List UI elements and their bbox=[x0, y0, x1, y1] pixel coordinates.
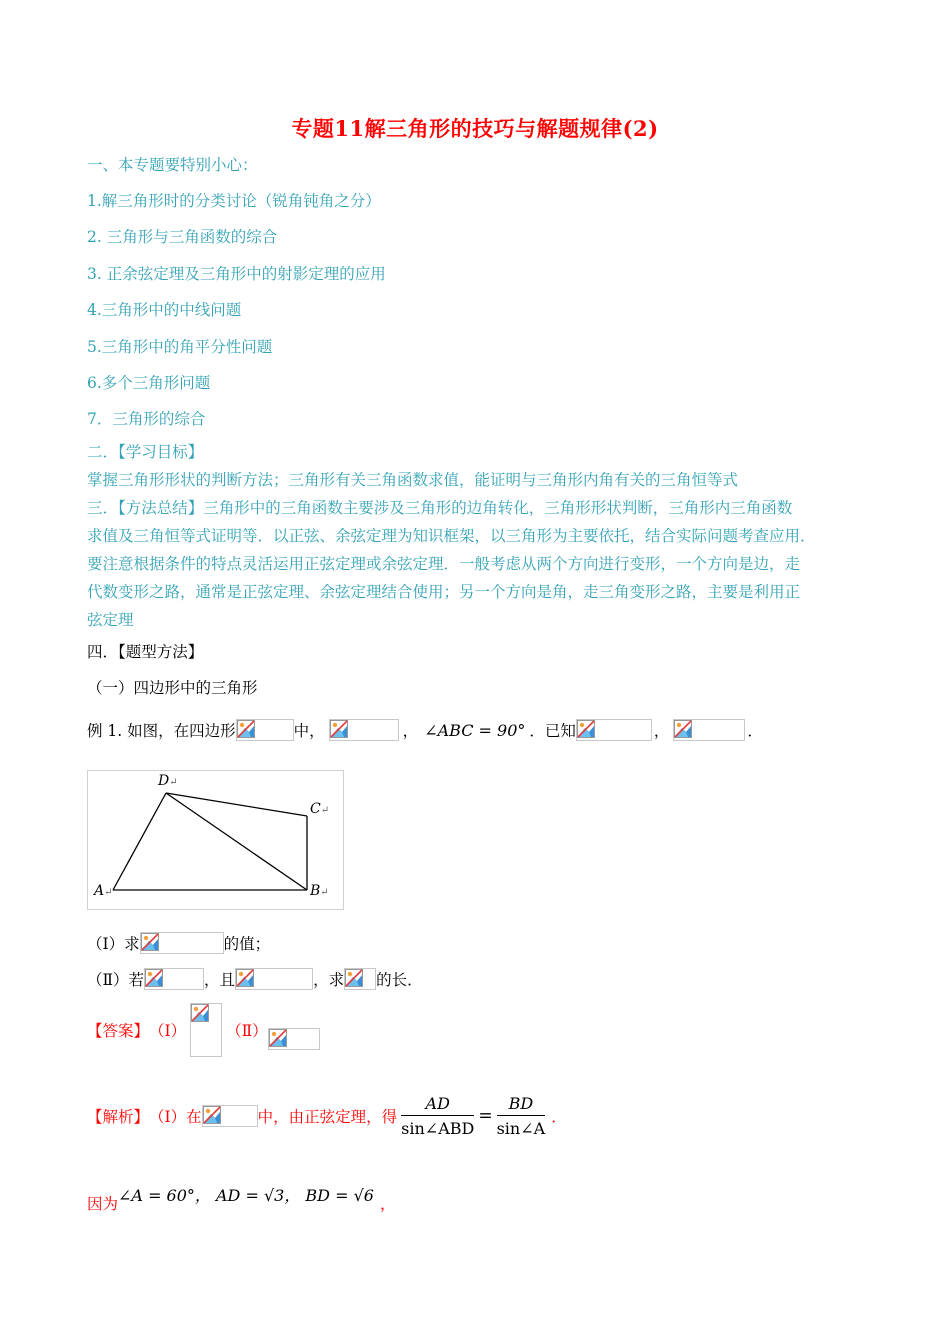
broken-image-icon bbox=[673, 719, 745, 741]
vertex-label-c: C↵ bbox=[310, 801, 330, 817]
section3-line: 求值及三角恒等式证明等．以正弦、余弦定理为知识框架，以三角形为主要依托，结合实际问题考查应用． bbox=[87, 527, 816, 545]
vertex-label-a: A↵ bbox=[94, 883, 113, 899]
q2-mid2: ，求 bbox=[313, 971, 345, 989]
section3-line: 要注意根据条件的特点灵活运用正弦定理或余弦定理．一般考虑从两个方向进行变形，一个方向是边，走 bbox=[87, 555, 801, 573]
because-expr: ∠A = 60°， AD = √3， BD = √6 bbox=[118, 1186, 374, 1205]
section2-text: 掌握三角形形状的判断方法；三角形有关三角函数求值，能证明与三角形内角有关的三角恒等式 bbox=[87, 471, 739, 489]
analysis-tag: 【解析】 bbox=[87, 1108, 150, 1126]
section2-heading: 二．【学习目标】 bbox=[87, 443, 204, 461]
list-item: 2. 三角形与三角函数的综合 bbox=[87, 228, 278, 246]
quadrilateral-svg bbox=[88, 771, 343, 909]
section4-heading: 四．【题型方法】 bbox=[87, 643, 204, 661]
broken-image-icon bbox=[190, 1003, 222, 1057]
q2-prefix: （Ⅱ）若 bbox=[87, 971, 145, 989]
analysis-part1: （Ⅰ）在 bbox=[149, 1108, 202, 1126]
list-item: 4.三角形中的中线问题 bbox=[87, 301, 242, 319]
equals-sign: = bbox=[478, 1106, 493, 1126]
q1-prefix: （Ⅰ）求 bbox=[87, 935, 140, 953]
angle-abc-expr: ∠ABC = 90° bbox=[424, 720, 526, 740]
section3-line: 弦定理 bbox=[87, 611, 134, 629]
fraction-ad-sin-abd: $\frac{AD}{\text{sin∠ABD}}$ bbox=[401, 1094, 475, 1138]
list-item: 6.多个三角形问题 bbox=[87, 374, 211, 392]
list-item: 7．三角形的综合 bbox=[87, 410, 206, 428]
because-line bbox=[87, 1180, 395, 1214]
answer-part2: （Ⅱ） bbox=[226, 1022, 268, 1040]
broken-image-icon bbox=[268, 1028, 320, 1050]
example1-known: ．已知 bbox=[529, 722, 576, 740]
q1-suffix: 的值； bbox=[223, 935, 271, 953]
broken-image-icon bbox=[576, 719, 652, 741]
section1-heading: 一、本专题要特别小心： bbox=[87, 156, 258, 174]
question-2 bbox=[87, 965, 423, 993]
analysis-mid: 中，由正弦定理，得 bbox=[257, 1108, 398, 1126]
broken-image-icon bbox=[236, 719, 294, 741]
example1-comma: ， bbox=[402, 722, 419, 740]
page-title: 专题11解三角形的技巧与解题规律(2) bbox=[291, 116, 659, 141]
q2-suffix: 的长． bbox=[376, 971, 423, 989]
diagonal-db bbox=[166, 793, 307, 890]
section4-sub: （一）四边形中的三角形 bbox=[87, 679, 258, 697]
broken-image-icon bbox=[202, 1105, 258, 1127]
question-1 bbox=[87, 929, 270, 957]
section3-line: 代数变形之路，通常是正弦定理、余弦定理结合使用；另一个方向是角，走三角变形之路，主要是利用正 bbox=[87, 583, 801, 601]
list-item: 5.三角形中的角平分性问题 bbox=[87, 338, 273, 356]
broken-image-icon bbox=[140, 932, 224, 954]
list-item: 3. 正余弦定理及三角形中的射影定理的应用 bbox=[87, 265, 386, 283]
example1-line bbox=[87, 712, 763, 748]
broken-image-icon bbox=[329, 719, 399, 741]
example1-prefix: 例 1. 如图，在四边形 bbox=[87, 722, 236, 740]
answer-part1: （Ⅰ） bbox=[149, 1022, 187, 1040]
because-end: ， bbox=[379, 1195, 396, 1213]
analysis-line bbox=[87, 1088, 567, 1144]
fraction-bd-sin-a: $\frac{BD}{\sin\angle A}$ bbox=[496, 1094, 546, 1138]
broken-image-icon bbox=[144, 968, 204, 990]
vertex-label-d: D↵ bbox=[158, 773, 178, 789]
analysis-end: ． bbox=[551, 1108, 567, 1126]
answer-line bbox=[87, 1002, 320, 1058]
example1-mid: 中， bbox=[293, 722, 325, 740]
because-prefix: 因为 bbox=[87, 1195, 119, 1213]
edge-dc bbox=[166, 793, 307, 816]
list-item: 1.解三角形时的分类讨论（锐角钝角之分） bbox=[87, 192, 381, 210]
section3-line: 三．【方法总结】三角形中的三角函数主要涉及三角形的边角转化，三角形形状判断，三角形内三角函数 bbox=[87, 499, 793, 517]
edge-ad bbox=[113, 793, 166, 890]
answer-tag: 【答案】 bbox=[87, 1022, 150, 1040]
vertex-label-b: B↵ bbox=[310, 883, 329, 899]
example1-comma2: ， bbox=[653, 722, 670, 740]
broken-image-icon bbox=[344, 968, 376, 990]
broken-image-icon bbox=[235, 968, 313, 990]
quadrilateral-figure bbox=[87, 770, 344, 910]
example1-end: ． bbox=[747, 722, 763, 740]
q2-mid: ，且 bbox=[204, 971, 236, 989]
